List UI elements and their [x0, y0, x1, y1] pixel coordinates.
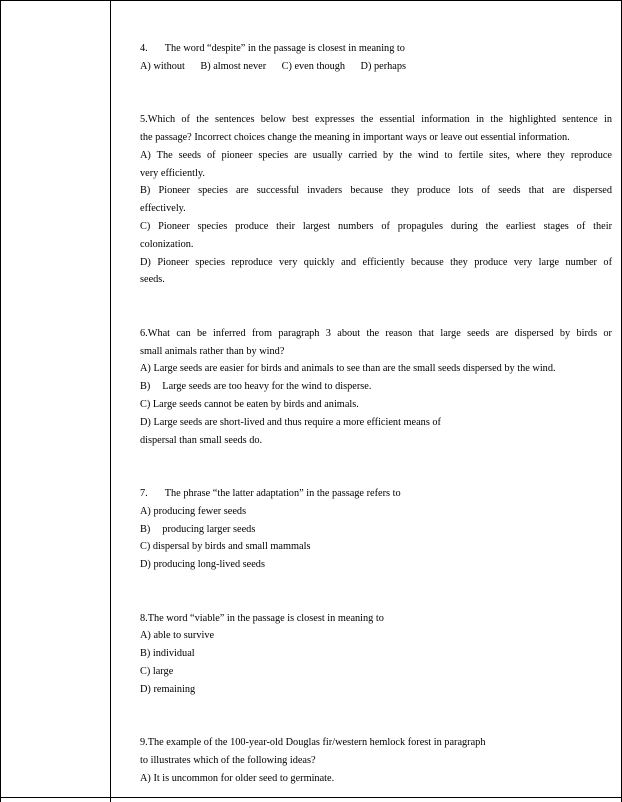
question-9	[140, 734, 612, 787]
option-a[interactable]: A) Large seeds are easier for birds and animals to see than are the small seeds dispersed by the wind.	[140, 363, 556, 375]
option-b[interactable]: B) almost never	[200, 60, 267, 72]
option-b-label: B)	[140, 381, 151, 393]
question-5-stem-line-2: the passage? Incorrect choices change the meaning in important ways or leave out essential information.	[140, 131, 570, 143]
option-a-line-2[interactable]: very efficiently.	[140, 167, 205, 179]
question-number: 7.	[140, 487, 148, 499]
table-border-top	[0, 0, 622, 1]
option-b[interactable]: B) individual	[140, 648, 195, 660]
option-c-line-2[interactable]: colonization.	[140, 238, 194, 250]
option-c-line-1[interactable]: C) Pioneer species produce their largest numbers of propagules during the earliest stages of their	[140, 220, 612, 232]
option-a[interactable]: A) It is uncommon for older seed to germinate.	[140, 772, 335, 784]
question-5-stem-line-1: 5.Which of the sentences below best expresses the essential information in the highlighted sentence in	[140, 114, 612, 126]
option-c[interactable]: C) even though	[281, 60, 346, 72]
option-d-line-1[interactable]: D) Pioneer species reproduce very quickly and efficiently because they produce very large number of	[140, 256, 612, 268]
option-a[interactable]: A) producing fewer seeds	[140, 505, 247, 517]
option-d-line-1[interactable]: D) Large seeds are short-lived and thus require a more efficient means of	[140, 416, 441, 428]
questions-cell	[140, 40, 612, 787]
option-b-line-1[interactable]: B) Pioneer species are successful invaders because they produce lots of seeds that are dispersed	[140, 185, 612, 197]
option-b[interactable]	[140, 521, 612, 539]
option-d[interactable]: D) producing long-lived seeds	[140, 559, 265, 571]
question-number: 4.	[140, 43, 148, 54]
question-7-stem	[140, 485, 612, 503]
question-8-stem: 8.The word “viable” in the passage is closest in meaning to	[140, 612, 384, 624]
option-b-label: B)	[140, 523, 151, 535]
question-text: The word “despite” in the passage is closest in meaning to	[164, 43, 405, 54]
option-a[interactable]: A) able to survive	[140, 630, 215, 642]
question-5	[140, 111, 612, 289]
question-6-stem-line-1: 6.What can be inferred from paragraph 3 about the reason that large seeds are dispersed by birds or	[140, 327, 612, 339]
option-a-line-1[interactable]: A) The seeds of pioneer species are usually carried by the wind to fertile sites, where they reproduce	[140, 149, 612, 161]
question-4-options	[140, 58, 612, 76]
question-4	[140, 40, 612, 76]
option-b[interactable]	[140, 378, 612, 396]
table-border-left	[0, 0, 1, 802]
question-9-stem-line-1: 9.The example of the 100-year-old Douglas fir/western hemlock forest in paragraph	[140, 737, 486, 749]
option-d-line-2[interactable]: dispersal than small seeds do.	[140, 434, 263, 446]
option-d[interactable]: D) remaining	[140, 683, 196, 695]
question-6-stem-line-2: small animals rather than by wind?	[140, 345, 285, 357]
option-c[interactable]: C) large	[140, 665, 174, 677]
option-c[interactable]: C) dispersal by birds and small mammals	[140, 541, 311, 553]
question-4-stem	[140, 40, 612, 58]
question-9-stem-line-2: to illustrates which of the following ideas?	[140, 754, 316, 766]
table-border-bottom	[0, 797, 622, 798]
question-6	[140, 325, 612, 450]
option-d[interactable]: D) perhaps	[360, 60, 407, 72]
question-8	[140, 610, 612, 699]
option-c[interactable]: C) Large seeds cannot be eaten by birds and animals.	[140, 398, 359, 410]
option-a[interactable]: A) without	[140, 60, 185, 72]
option-b-text: Large seeds are too heavy for the wind to disperse.	[162, 381, 372, 393]
question-7	[140, 485, 612, 574]
option-b-line-2[interactable]: effectively.	[140, 203, 186, 215]
question-text: The phrase “the latter adaptation” in the passage refers to	[164, 487, 401, 499]
option-d-line-2[interactable]: seeds.	[140, 274, 165, 286]
table-column-divider	[110, 0, 111, 802]
option-b-text: producing larger seeds	[162, 523, 256, 535]
